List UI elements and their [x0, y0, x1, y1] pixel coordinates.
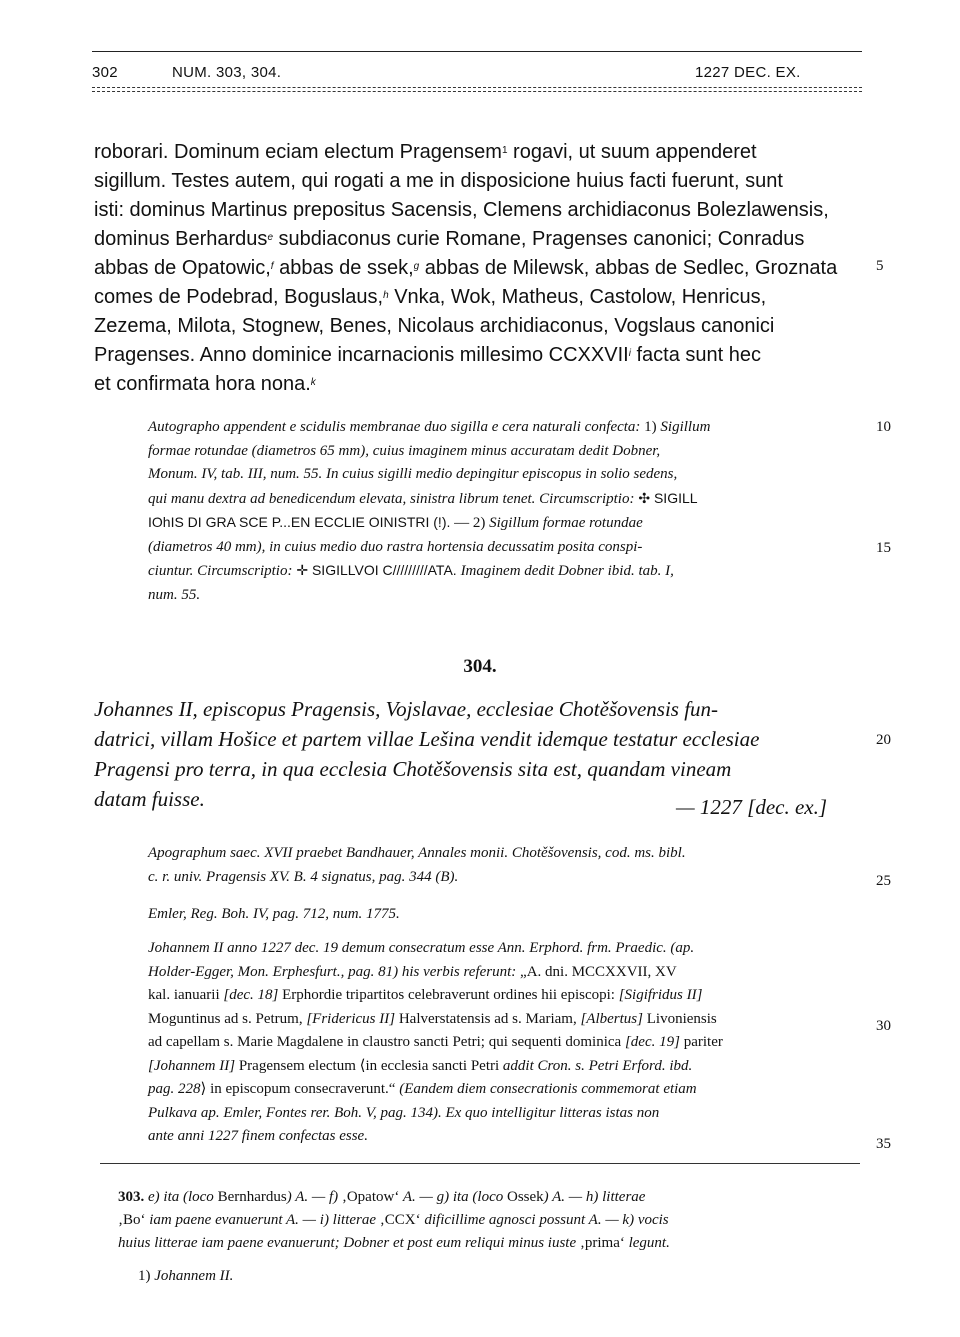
text-line	[94, 138, 866, 167]
text-span: e) ita (loco	[144, 1189, 218, 1205]
text-line: isti: dominus Martinus prepositus Sacensis, Clemens archidiaconus Bolezlawensis,	[94, 199, 829, 221]
text-span: Autographo appendent e scidulis membranae duo sigilla e cera naturali confecta:	[148, 419, 641, 435]
text-span: ✣ SIGILL	[634, 489, 698, 506]
charter-text	[94, 138, 866, 399]
text-line	[94, 341, 866, 370]
text-span: kal. ianuarii	[148, 987, 224, 1003]
text-span: IOhIS DI GRA SCE P...EN ECCLIE OINISTRI (!).	[148, 514, 451, 530]
text-span: rogavi, ut suum appenderet	[507, 141, 757, 163]
text-span: facta sunt hec	[630, 344, 761, 366]
text-span: et confirmata hora nona.	[94, 373, 311, 395]
text-span: Erphordie tripartitos celebraverunt ordines hii episcopi:	[278, 987, 619, 1003]
text-span: legunt.	[624, 1235, 670, 1251]
text-span: [Johannem II]	[148, 1057, 236, 1074]
note-line: c. r. univ. Pragensis XV. B. 4 signatus, pag. 344 (B).	[148, 868, 459, 885]
text-span: Vnka, Wok, Matheus, Castolow, Henricus,	[388, 286, 767, 308]
text-span: A. — g) ita (loco	[399, 1189, 507, 1205]
note-line	[148, 487, 868, 512]
text-span: Imaginem dedit Dobner ibid. tab. I,	[460, 563, 674, 579]
document-number: 304.	[463, 656, 497, 677]
note-line: Apographum saec. XVII praebet Bandhauer, Annales monii. Chotěšovensis, cod. ms. bibl.	[148, 845, 686, 861]
footnote-1	[138, 1265, 890, 1288]
text-span: qui manu dextra ad benedicendum elevata, sinistra librum tenet. Circumscriptio:	[148, 490, 635, 507]
regest-line: datrici, villam Hošice et partem villae Lešina vendit idemque testatur ecclesiae	[94, 727, 760, 751]
note-line: num. 55.	[148, 586, 201, 603]
text-span: Pragensem electum ⟨in ecclesia sancti Petri	[235, 1057, 503, 1074]
header-bottom-rule	[92, 87, 862, 88]
note-303	[148, 416, 868, 607]
text-span: abbas de ssek,	[273, 257, 414, 279]
text-span: abbas de Milewsk, abbas de Sedlec, Groznata	[419, 257, 838, 279]
text-span: addit Cron. s. Petri Erford. ibd.	[502, 1057, 693, 1074]
text-span: Sigillum	[660, 419, 711, 435]
note-line: Monum. IV, tab. III, num. 55. In cuius sigilli medio depingitur episcopus in solio sedens,	[148, 466, 678, 482]
text-span: pag. 228	[148, 1081, 201, 1097]
line-number: 10	[876, 419, 891, 435]
line-number: 35	[876, 1136, 891, 1152]
text-span: ✛ SIGILLVOI C/////////ATA.	[292, 562, 461, 578]
footnote-doc-number: 303.	[118, 1189, 145, 1205]
note-line: Pulkava ap. Emler, Fontes rer. Boh. V, pag. 134). Ex quo intelligitur litteras istas non	[148, 1104, 660, 1121]
text-span: ⟩ in episcopum consecraverunt.“	[200, 1081, 400, 1097]
regest-line: Pragensi pro terra, in qua ecclesia Chotěšovensis sita est, quandam vineam	[94, 757, 732, 781]
note-line	[148, 1055, 868, 1079]
regest-line: Johannes II, episcopus Pragensis, Vojslavae, ecclesiae Chotěšovensis fun-	[94, 697, 719, 721]
line-number: 20	[876, 732, 891, 748]
document-date: — 1227 [dec. ex.]	[676, 795, 828, 819]
header-top-rule	[92, 51, 862, 52]
text-span: pariter	[679, 1034, 723, 1050]
note-line	[148, 1008, 868, 1032]
text-span: Halverstatensis ad s. Mariam,	[395, 1010, 581, 1027]
text-span: ad capellam s. Marie Magdalene in claustro sancti Petri; qui sequenti dominica	[148, 1034, 625, 1050]
regest-line: datam fuisse.	[94, 787, 205, 811]
text-span: [Fridericus II]	[306, 1010, 396, 1027]
text-span: ‚prima‘	[579, 1235, 625, 1251]
note-304-edition	[148, 903, 868, 927]
note-line	[148, 416, 868, 440]
text-span: ) A. — h) litterae	[543, 1189, 646, 1205]
text-span: roborari. Dominum eciam electum Pragensem	[94, 141, 502, 163]
text-span: ‚Opatow‘	[341, 1189, 400, 1205]
header-section: NUM. 303, 304.	[172, 64, 282, 81]
text-span: [dec. 19]	[624, 1034, 680, 1050]
text-span: ‚CCX‘	[379, 1212, 421, 1228]
text-span: ) A. — f)	[286, 1189, 342, 1205]
footnote-line	[138, 1265, 890, 1288]
text-span: [Albertus]	[580, 1010, 643, 1027]
text-span: ciuntur. Circumscriptio:	[148, 563, 293, 579]
note-line: Emler, Reg. Boh. IV, pag. 712, num. 1775.	[148, 906, 400, 922]
text-span: Ossek	[506, 1189, 544, 1205]
footnote-line	[118, 1186, 870, 1209]
text-span: 1)	[640, 419, 661, 435]
text-span: comes de Podebrad, Boguslaus,	[94, 286, 384, 308]
text-span: dificillime agnosci possunt A. — k) vocis	[420, 1212, 669, 1228]
note-line: (diametros 40 mm), in cuius medio duo rastra hortensia decussatim posita conspi-	[148, 538, 643, 555]
footnote-ref: h	[383, 290, 389, 301]
footnote-rule	[100, 1163, 860, 1164]
text-line: Zezema, Milota, Stognew, Benes, Nicolaus archidiaconus, Vogslaus canonici	[94, 315, 775, 337]
text-span: (Eandem diem consecrationis commemorat etiam	[399, 1081, 697, 1097]
footnote-ref: e	[267, 232, 273, 243]
footnote-ref: i	[628, 348, 631, 359]
text-span: Holder-Egger, Mon. Erphesfurt., pag. 81) his verbis referunt:	[148, 963, 517, 980]
footnote-line	[118, 1232, 870, 1255]
text-span: Bernhardus	[217, 1189, 287, 1205]
text-span: Livoniensis	[642, 1010, 717, 1027]
note-line	[148, 1031, 868, 1055]
text-span: Sigillum formae rotundae	[489, 515, 643, 531]
note-line: formae rotundae (diametros 65 mm), cuius imaginem minus accuratam dedit Dobner,	[148, 442, 661, 459]
note-line: ante anni 1227 finem confectas esse.	[148, 1128, 368, 1144]
text-span: „A. dni. MCCXXVII, XV	[516, 963, 677, 980]
footnotes	[118, 1186, 870, 1255]
line-number: 15	[876, 540, 891, 556]
text-span: iam paene evanuerunt A. — i) litterae	[145, 1212, 380, 1228]
footnote-ref: k	[310, 377, 316, 388]
text-span: Moguntinus ad s. Petrum,	[148, 1010, 307, 1027]
text-line	[94, 225, 866, 254]
text-span: 1)	[138, 1268, 155, 1284]
note-line	[148, 1078, 868, 1102]
text-span: abbas de Opatowic,	[94, 257, 271, 279]
note-304-source	[148, 842, 868, 889]
footnote-ref: g	[413, 261, 420, 272]
line-number: 30	[876, 1018, 891, 1034]
text-span: [Sigifridus II]	[618, 987, 703, 1003]
note-line	[148, 984, 868, 1008]
text-span: [dec. 18]	[223, 987, 279, 1003]
text-span: huius litterae iam paene evanuerunt; Dobner et post eum reliqui minus iuste	[118, 1235, 580, 1251]
text-span: ‚Bo‘	[118, 1212, 146, 1228]
text-span: Pragenses. Anno dominice incarnacionis millesimo CCXXVII	[94, 344, 629, 366]
text-line	[94, 283, 866, 312]
note-line	[148, 511, 868, 536]
text-line	[94, 370, 866, 399]
text-span: Johannem II.	[154, 1268, 234, 1284]
text-span: — 2)	[450, 515, 490, 531]
footnote-line	[118, 1209, 870, 1232]
note-line: Johannem II anno 1227 dec. 19 demum consecratum esse Ann. Erphord. frm. Praedic. (ap.	[148, 940, 695, 956]
note-line	[148, 961, 868, 985]
text-line	[94, 254, 866, 283]
footnote-ref: 1	[501, 145, 508, 156]
line-number: 5	[876, 258, 884, 274]
text-span: subdiaconus curie Romane, Pragenses canonici; Conradus	[273, 228, 805, 250]
note-line	[148, 559, 868, 584]
footnote-ref: f	[270, 261, 274, 272]
header-bottom-rule-2	[92, 91, 862, 92]
line-number: 25	[876, 873, 891, 889]
header-date: 1227 DEC. EX.	[695, 64, 801, 81]
note-304-commentary	[148, 937, 868, 1149]
text-line: sigillum. Testes autem, qui rogati a me in disposicione huius facti fuerunt, sunt	[94, 170, 783, 192]
text-span: dominus Berhardus	[94, 228, 268, 250]
page-number: 302	[92, 64, 118, 81]
